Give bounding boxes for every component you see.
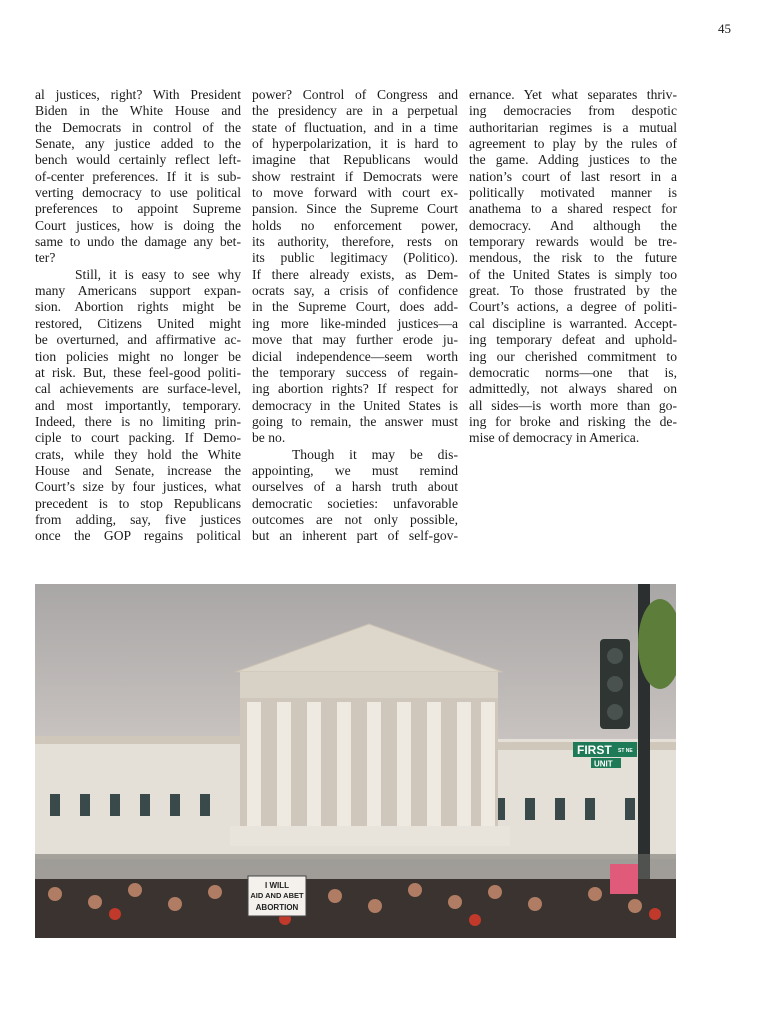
text-line: crats, while they hold the White — [35, 446, 241, 462]
text-line: its public legitimacy (Politico). — [252, 250, 458, 266]
text-line: imagine that Republicans would — [252, 152, 458, 168]
text-line: of-center preferences. If it is sub- — [35, 168, 241, 184]
text-line: from adding, say, five justices — [35, 511, 241, 527]
text-line: Court’s actions, a degree of politi- — [469, 299, 677, 315]
text-line: ocrats say, a crisis of confidence — [252, 283, 458, 299]
text-line: democracy in the United States is — [252, 397, 458, 413]
text-line: Court justices, how is doing the — [35, 217, 241, 233]
text-line: same to undo the damage any bet- — [35, 234, 241, 250]
text-line: the temporary success of regain- — [252, 364, 458, 380]
text-line: House and Senate, increase the — [35, 462, 241, 478]
text-line: Still, it is easy to see why — [75, 266, 241, 282]
text-line: ourselves of a harsh truth about — [252, 479, 458, 495]
text-line: of hyperpolarization, it is hard to — [252, 136, 458, 152]
page-number: 45 — [718, 21, 731, 36]
text-line: once the GOP regains political — [35, 528, 241, 544]
text-line: cal discipline is warranted. Accept- — [469, 315, 677, 331]
text-line: but an inherent part of self-gov- — [252, 528, 458, 544]
supreme-court-protest-photo — [35, 584, 676, 938]
text-line: restored, Citizens United might — [35, 315, 241, 331]
street-sign-suffix: ST NE — [618, 748, 633, 754]
text-line: ing abortion rights? If respect for — [252, 381, 458, 397]
text-line: many Americans support expan- — [35, 283, 241, 299]
text-line: democratic societies: unfavorable — [252, 495, 458, 511]
columns — [247, 702, 495, 826]
text-line: the presidency are in a perpetual — [252, 103, 458, 119]
text-line: If there already exists, as Dem- — [252, 266, 458, 282]
text-line: and most importantly, temporary. — [35, 397, 241, 413]
text-line: be overturned, and affirmative ac- — [35, 332, 241, 348]
text-line: great. To those frustrated by the — [469, 283, 677, 299]
text-line: its authority, therefore, rests on — [252, 234, 458, 250]
text-line: al justices, right? With President — [35, 87, 241, 102]
text-line: appointing, we must remind — [252, 462, 458, 478]
text-line: ing our cherished commitment to — [469, 348, 677, 364]
text-column-2 — [252, 87, 458, 545]
text-line: mise of democracy in America. — [469, 430, 640, 446]
text-line: cal achievements are surface-level, — [35, 381, 241, 397]
text-line: precedent is to stop Republicans — [35, 495, 241, 511]
text-line: ernance. Yet what separates thriv- — [469, 87, 677, 102]
text-line: at risk. But, these feel-good politi- — [35, 364, 241, 380]
text-line: verting democracy to use political — [35, 185, 241, 201]
text-line: agreement to play by the rules of — [469, 136, 677, 152]
text-line: going to remain, the answer must — [252, 413, 458, 429]
text-line: pansion. Since the Supreme Court — [252, 201, 458, 217]
protest-sign-line-1: I WILL — [265, 881, 289, 890]
text-line: of the United States is simply too — [469, 266, 677, 282]
street-sign-text: FIRST — [577, 743, 612, 757]
text-line: outcomes are not only possible, — [252, 511, 458, 527]
text-line: ter? — [35, 250, 56, 266]
text-line: admittedly, not always shared on — [469, 381, 677, 397]
text-line: the game. Adding justices to the — [469, 152, 677, 168]
text-line: ciple to court packing. If Demo- — [35, 430, 241, 446]
text-line: ing democracies from despotic — [469, 103, 677, 119]
text-line: temporary rewards would be tre- — [469, 234, 677, 250]
text-line: to move forward with court ex- — [252, 185, 458, 201]
text-line: ing temporary defeat and uphold- — [469, 332, 677, 348]
text-line: preferences to appoint Supreme — [35, 201, 241, 217]
text-line: tion policies might no longer be — [35, 348, 241, 364]
protest-sign-line-3: ABORTION — [255, 903, 299, 912]
text-line: Biden in the White House and — [35, 103, 241, 119]
text-line: in the Supreme Court, does add- — [252, 299, 458, 315]
text-line: be no. — [252, 430, 286, 446]
text-line: all sides—is worth more than go- — [469, 397, 677, 413]
text-line: ing more like-minded justices—a — [252, 315, 458, 331]
text-line: mendous, the risk to the future — [469, 250, 677, 266]
text-line: authoritarian regimes is a mutual — [469, 119, 677, 135]
text-line: anathema to a shared respect for — [469, 201, 677, 217]
pink-sign — [610, 864, 638, 894]
text-column-3 — [469, 87, 677, 447]
unit-sign-text: UNIT — [594, 759, 613, 769]
text-line: sion. Abortion rights might be — [35, 299, 241, 315]
text-line: democratic norms—one that is, — [469, 364, 677, 380]
text-line: Court’s size by four justices, what — [35, 479, 241, 495]
text-line: power? Control of Congress and — [252, 87, 458, 102]
text-line: Senate, any justice added to the — [35, 136, 241, 152]
text-line: holds no enforcement power, — [252, 217, 458, 233]
text-line: move that may further erode ju- — [252, 332, 458, 348]
text-line: show restraint if Democrats were — [252, 168, 458, 184]
text-line: bench would certainly reflect left- — [35, 152, 241, 168]
text-line: the Democrats in control of the — [35, 119, 241, 135]
text-line: Though it may be dis- — [292, 446, 458, 462]
text-column-1 — [35, 87, 241, 545]
text-line: nation’s court of last resort in a — [469, 168, 677, 184]
protest-sign-line-2: AID AND ABET — [250, 891, 304, 900]
text-line: dicial independence—seem worth — [252, 348, 458, 364]
text-line: politically motivated manner is — [469, 185, 677, 201]
text-line: democracy. And although the — [469, 217, 677, 233]
text-line: ing for broke and risking the de- — [469, 413, 677, 429]
text-line: Indeed, there is no limiting prin- — [35, 413, 241, 429]
text-line: state of fluctuation, and in a time — [252, 119, 458, 135]
